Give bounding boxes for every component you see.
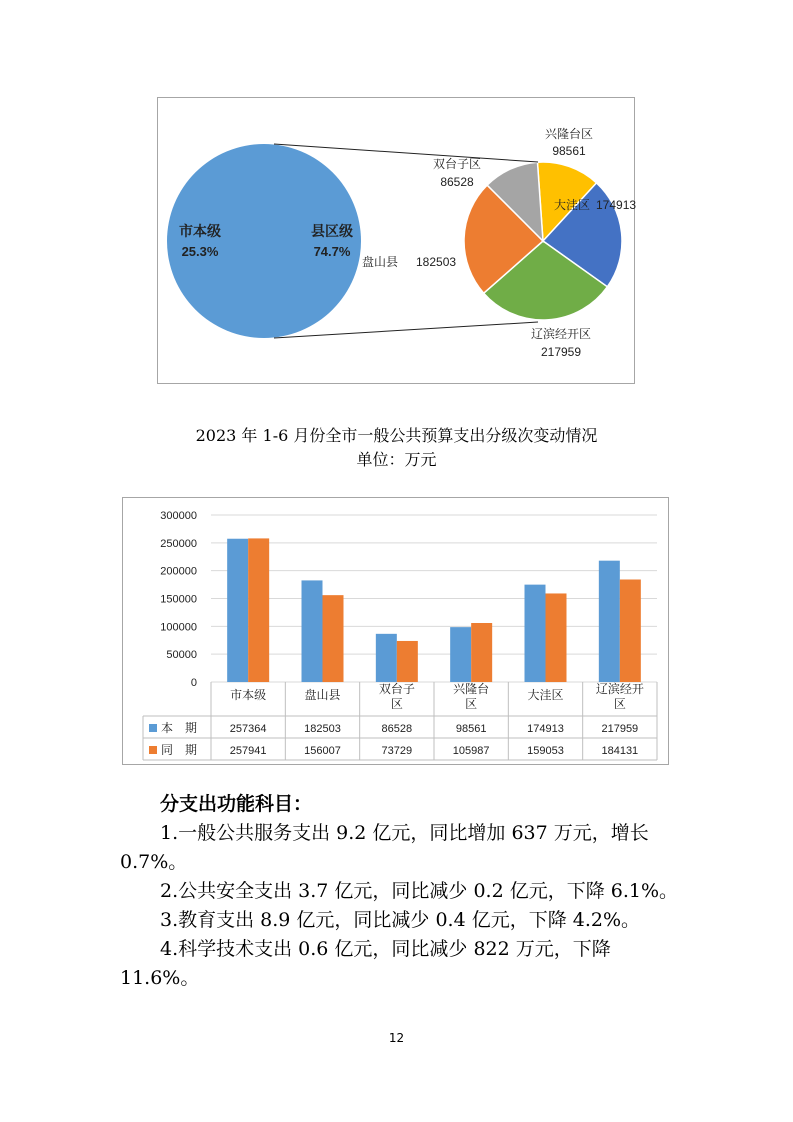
category-label: 兴隆台 [453, 682, 490, 696]
table-value: 257364 [229, 723, 267, 735]
table-value: 182503 [304, 723, 341, 735]
section-heading: 分支出功能科目： [160, 793, 313, 815]
series-name: 本 期 [161, 721, 198, 735]
main-pie-label: 县区级 [311, 223, 353, 239]
y-tick-label: 150000 [160, 593, 197, 606]
y-tick-label: 250000 [160, 537, 197, 550]
bar [525, 585, 546, 682]
slice-label: 辽滨经开区 [530, 327, 592, 341]
bar [620, 580, 641, 682]
table-value: 156007 [304, 745, 341, 757]
y-tick-label: 100000 [160, 621, 197, 634]
paragraph: 3.教育支出 8.9 亿元，同比减少 0.4 亿元，下降 4.2%。 [160, 909, 641, 931]
bar-chart [122, 497, 669, 765]
table-value: 86528 [381, 723, 413, 735]
category-label: 区 [613, 697, 626, 711]
bar [302, 580, 323, 682]
category-label: 双台子 [378, 682, 415, 696]
main-pie-disc [167, 144, 361, 338]
table-value: 159053 [527, 745, 564, 757]
bar [471, 623, 492, 682]
bar [227, 539, 248, 682]
table-value: 105987 [452, 745, 490, 757]
slice-value: 217959 [540, 345, 582, 359]
slice-label: 盘山县 [362, 255, 399, 269]
category-label: 区 [465, 697, 478, 711]
bar [248, 538, 269, 682]
table-value: 257941 [229, 745, 267, 757]
bar [450, 627, 471, 682]
chart-title: 2023 年 1-6 月份全市一般公共预算支出分级次变动情况 [195, 426, 598, 445]
slice-value: 98561 [552, 144, 586, 158]
chart-caption [0, 424, 793, 472]
main-pie-percent: 25.3% [181, 244, 219, 259]
y-tick-label: 300000 [160, 510, 197, 522]
table-value: 98561 [455, 723, 487, 735]
table-value: 184131 [601, 745, 639, 757]
connector-line [274, 322, 538, 338]
category-label: 辽滨经开 [595, 682, 644, 696]
legend-key [149, 746, 157, 754]
slice-label: 大洼区 [554, 198, 591, 212]
bar-chart-svg [123, 498, 670, 766]
paragraph: 2.公共安全支出 3.7 亿元，同比减少 0.2 亿元，下降 6.1%。 [160, 880, 679, 902]
y-tick-label: 200000 [160, 565, 197, 578]
bar [546, 593, 567, 682]
pie-of-pie-chart [157, 97, 635, 384]
paragraph: 1.一般公共服务支出 9.2 亿元，同比增加 637 万元，增长 0.7%。 [120, 822, 649, 873]
slice-label: 双台子区 [432, 157, 482, 171]
slice-label: 兴隆台区 [544, 127, 594, 141]
slice-value: 174913 [596, 198, 636, 212]
category-label: 市本级 [230, 688, 267, 702]
slice-value: 182503 [416, 255, 457, 269]
table-value: 217959 [601, 723, 639, 735]
function-section [120, 790, 680, 993]
category-label: 区 [390, 697, 403, 711]
main-pie-label: 市本级 [179, 223, 221, 239]
category-label: 大洼区 [527, 688, 564, 702]
bar [323, 595, 344, 682]
table-value: 73729 [381, 745, 413, 757]
y-tick-label: 0 [190, 677, 197, 689]
y-tick-label: 50000 [166, 649, 197, 662]
table-value: 174913 [527, 723, 564, 735]
legend-key [149, 724, 157, 732]
series-name: 同 期 [161, 743, 198, 757]
bar [599, 561, 620, 682]
pie-chart-svg [158, 98, 636, 385]
paragraph: 4.科学技术支出 0.6 亿元，同比减少 822 万元，下降 11.6%。 [120, 938, 611, 989]
main-pie-percent: 74.7% [313, 244, 351, 259]
category-label: 盘山县 [304, 688, 341, 702]
slice-value: 86528 [440, 175, 474, 189]
bar [397, 641, 418, 682]
chart-unit: 单位：万元 [356, 450, 437, 469]
page-number: 12 [388, 1031, 405, 1045]
bar [376, 634, 397, 682]
